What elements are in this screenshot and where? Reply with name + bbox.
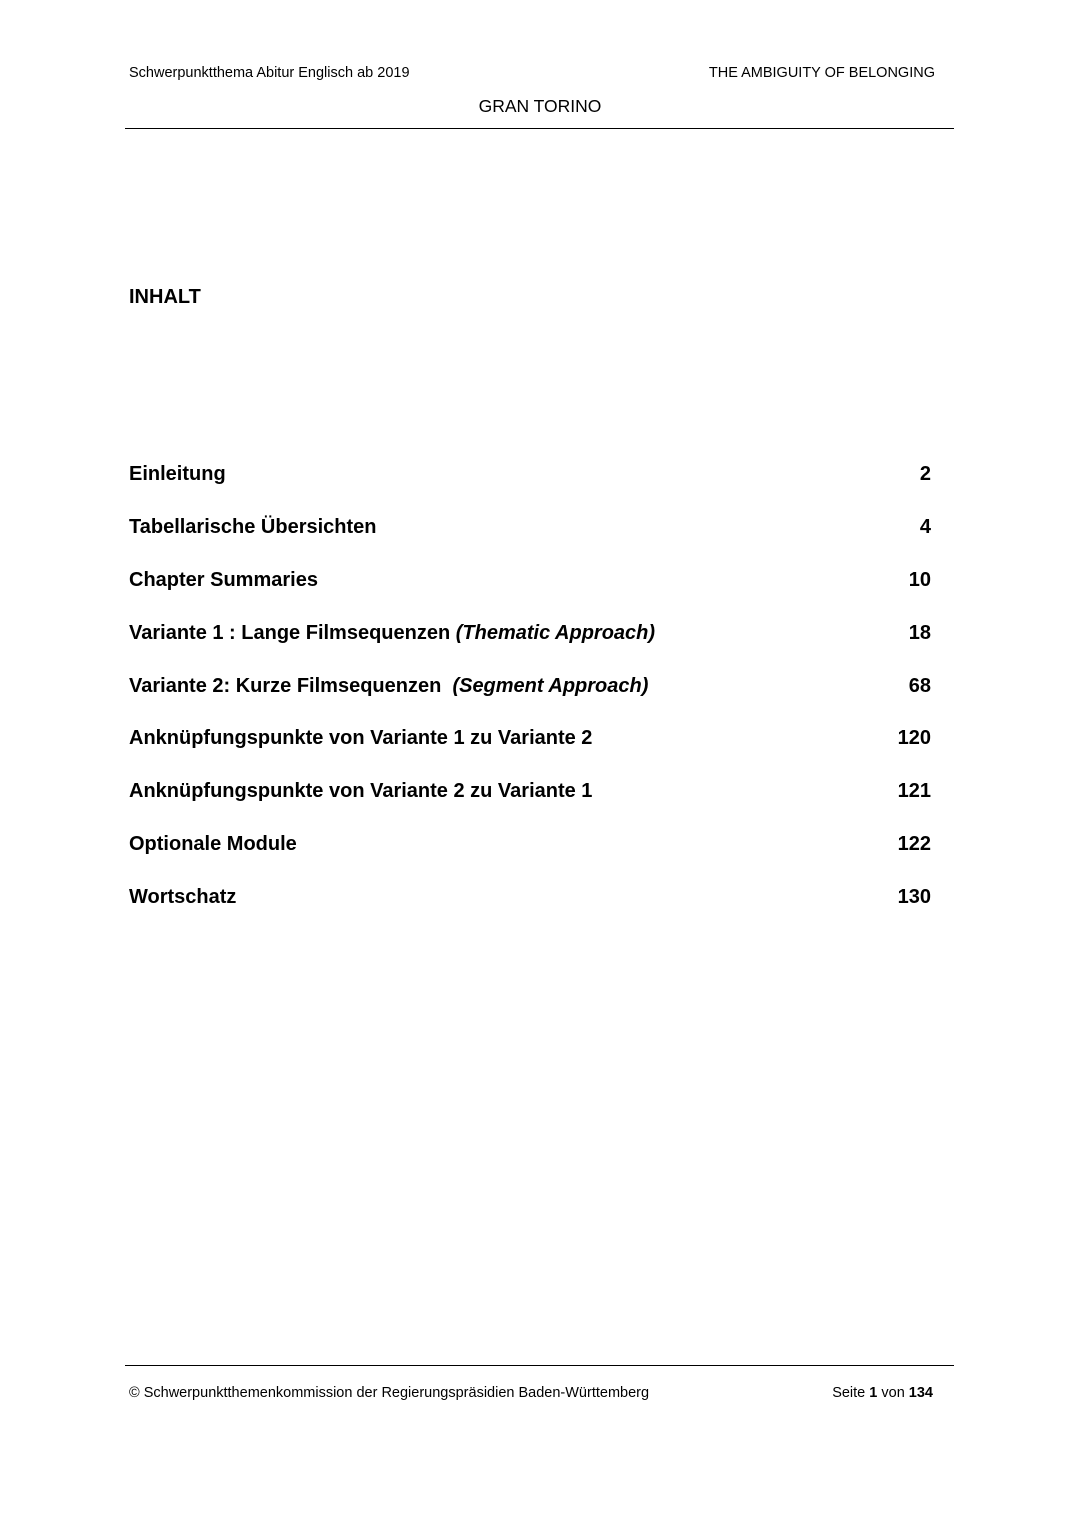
header-right-text: THE AMBIGUITY OF BELONGING [708,65,935,81]
toc-entry-title: Anknüpfungspunkte von Variante 1 zu Variante 2 [129,727,593,750]
toc-entry [129,673,931,726]
toc-entry [129,884,931,937]
toc-entry [129,831,931,884]
header-title: GRAN TORINO [478,96,602,116]
toc-entry-title: Tabellarische Übersichten [129,515,377,538]
toc-entry-page: 18 [908,621,931,644]
toc-entry [129,461,931,514]
toc-entry-title: Anknüpfungspunkte von Variante 2 zu Variante 1 [129,780,593,803]
toc-entry [129,778,931,831]
header-divider [125,128,954,129]
footer-divider [125,1365,954,1366]
toc-entry-title: Variante 2: Kurze Filmsequenzen (Segment Approach) [129,674,649,697]
section-title: INHALT [129,286,201,308]
toc-entry-title: Chapter Summaries [129,568,318,591]
toc-entry-title: Einleitung [129,463,226,485]
table-of-contents [129,461,931,937]
header-left-text: Schwerpunktthema Abitur Englisch ab 2019 [129,65,410,81]
toc-entry-page: 122 [897,833,931,856]
toc-entry-page: 68 [908,674,931,697]
toc-entry-page: 121 [897,780,931,803]
toc-entry-page: 2 [919,463,931,485]
toc-entry-page: 10 [908,568,931,591]
toc-entry [129,514,931,567]
toc-entry [129,620,931,673]
toc-entry [129,725,931,778]
footer-copyright: © Schwerpunktthemenkommission der Regierungspräsidien Baden-Württemberg [129,1385,650,1401]
toc-entry-title: Wortschatz [129,886,237,909]
footer-page-number: Seite 1 von 134 [832,1385,933,1401]
toc-entry [129,567,931,620]
toc-entry-page: 4 [919,515,931,538]
toc-entry-page: 120 [897,727,931,750]
toc-entry-page: 130 [897,886,931,909]
toc-entry-title: Variante 1 : Lange Filmsequenzen (Thematic Approach) [129,621,656,644]
toc-entry-title: Optionale Module [129,833,297,856]
